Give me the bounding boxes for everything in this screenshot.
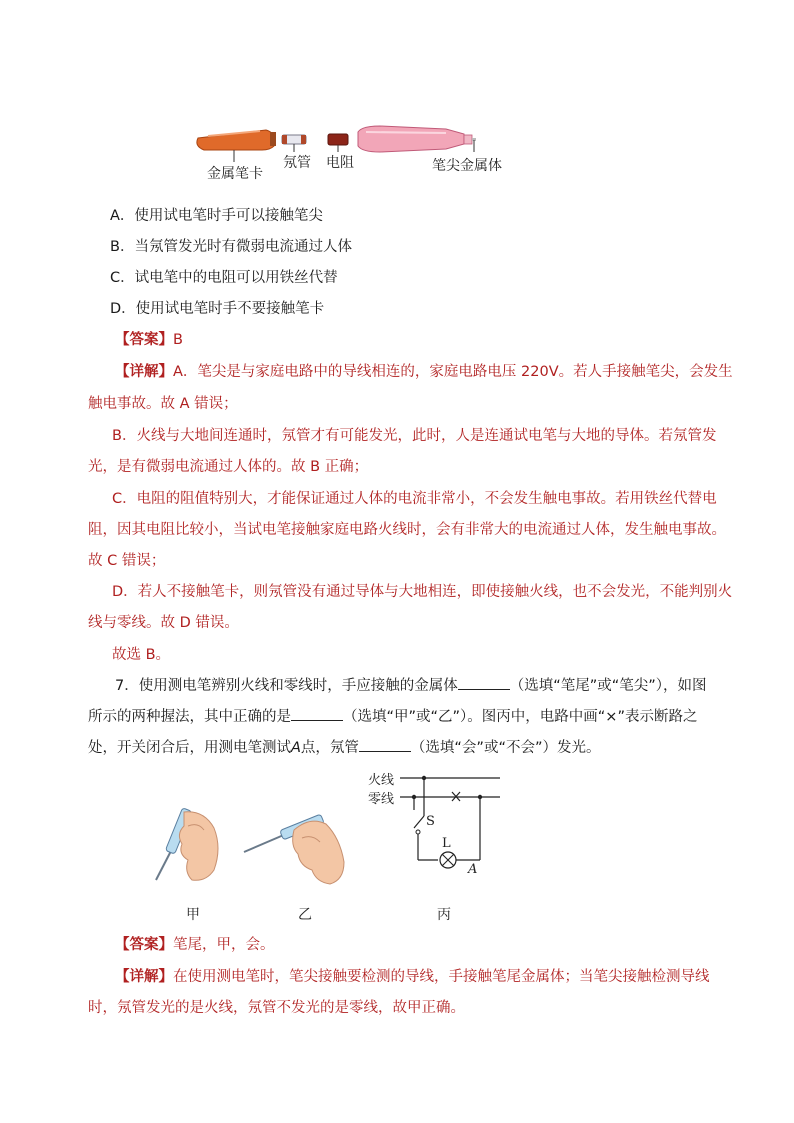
label-neon-tube: 氖管: [283, 155, 311, 171]
q7-detail-line-1: [115, 966, 715, 988]
q7-line-3: [88, 737, 688, 759]
q6-conclusion: 故选 B。: [112, 647, 171, 663]
q6-detail-line-3: B．火线与大地间连通时，氖管才有可能发光，此时，人是连通试电笔与大地的导体。若氖管发: [112, 428, 717, 444]
q7-line-2: [88, 706, 698, 728]
option-b: B．当氖管发光时有微弱电流通过人体: [110, 239, 352, 255]
q7-text-3b: 点，氖管: [300, 740, 359, 756]
hand-jia: [179, 812, 218, 880]
q6-detail-line-7: 故 C 错误；: [88, 553, 166, 569]
circuit-label-lamp: L: [442, 836, 451, 851]
q7-answer: [115, 934, 715, 956]
label-pen-tip: 笔尖金属体: [432, 158, 502, 174]
caption-jia: 甲: [186, 907, 200, 923]
q7-detail-text-1: 在使用测电笔时，笔尖接触要检测的导线，手接触笔尾金属体；当笔尖接触检测导线: [173, 969, 710, 985]
detail-tag: 【详解】: [115, 364, 173, 380]
q7-point-a: A: [291, 740, 301, 756]
detail-text: A．笔尖是与家庭电路中的导线相连的，家庭电路电压 220V。若人手接触笔尖，会发生: [173, 364, 733, 380]
q7-text-3a: 处，开关闭合后，用测电笔测试: [88, 740, 291, 756]
answer-value: B: [173, 332, 183, 348]
circuit-label-switch: S: [426, 814, 435, 829]
circuit-label-live: 火线: [368, 773, 395, 788]
q6-detail-line-1: [115, 361, 733, 383]
label-resistor: 电阻: [326, 155, 354, 171]
q6-detail-line-6: 阻，因其电阻比较小，当试电笔接触家庭电路火线时，会有非常大的电流通过人体，发生触电事故。: [88, 522, 726, 538]
q7-text-1a: 7．使用测电笔辨别火线和零线时，手应接触的金属体: [115, 678, 458, 694]
option-c: C．试电笔中的电阻可以用铁丝代替: [110, 270, 338, 286]
caption-yi: 乙: [298, 907, 312, 923]
q6-detail-line-9: 线与零线。故 D 错误。: [88, 615, 239, 631]
grip-figure-yi: [240, 808, 350, 888]
resistor: [328, 134, 348, 145]
pen-body: [358, 126, 464, 152]
option-a: A．使用试电笔时手可以接触笔尖: [110, 208, 323, 224]
label-metal-clip: 金属笔卡: [207, 166, 263, 182]
q6-detail-line-4: 光，是有微弱电流通过人体的。故 B 正确；: [88, 459, 369, 475]
q6-answer: [115, 329, 715, 351]
q6-detail-line-2: 触电事故。故 A 错误；: [88, 396, 238, 412]
circuit-label-point-a: A: [468, 862, 478, 877]
circuit-label-neutral: 零线: [368, 792, 395, 807]
q6-detail-line-5: C．电阻的阻值特别大，才能保证通过人体的电流非常小，不会发生触电事故。若用铁丝代替电: [112, 491, 717, 507]
q7-answer-value: 笔尾，甲，会。: [173, 937, 275, 953]
caption-bing: 丙: [437, 907, 451, 923]
lamp-symbol: [440, 852, 456, 868]
q7-text-2a: 所示的两种握法，其中正确的是: [88, 709, 291, 725]
answer-tag: 【答案】: [115, 332, 173, 348]
blank-1: [458, 675, 510, 690]
grip-figure-jia: [148, 800, 228, 890]
hand-yi: [293, 821, 344, 884]
option-d: D．使用试电笔时手不要接触笔卡: [110, 301, 325, 317]
q7-line-1: [115, 675, 715, 697]
q6-detail-line-8: D．若人不接触笔卡，则氖管没有通过导体与大地相连，即使接触火线，也不会发光，不能判别火: [112, 584, 733, 600]
switch-blade: [414, 816, 424, 828]
q7-answer-tag: 【答案】: [115, 937, 173, 953]
blank-2: [291, 706, 343, 721]
q7-detail-line-2: 时，氖管发光的是火线，氖管不发光的是零线，故甲正确。: [88, 1000, 465, 1016]
q7-text-3c: （选填“会”或“不会”）发光。: [410, 740, 601, 756]
q7-detail-tag: 【详解】: [115, 969, 173, 985]
blank-3: [359, 737, 411, 752]
q7-text-1b: （选填“笔尾”或“笔尖”），如图: [509, 678, 707, 694]
q7-text-2b: （选填“甲”或“乙”）。图丙中，电路中画“×”表示断路之: [343, 709, 698, 725]
